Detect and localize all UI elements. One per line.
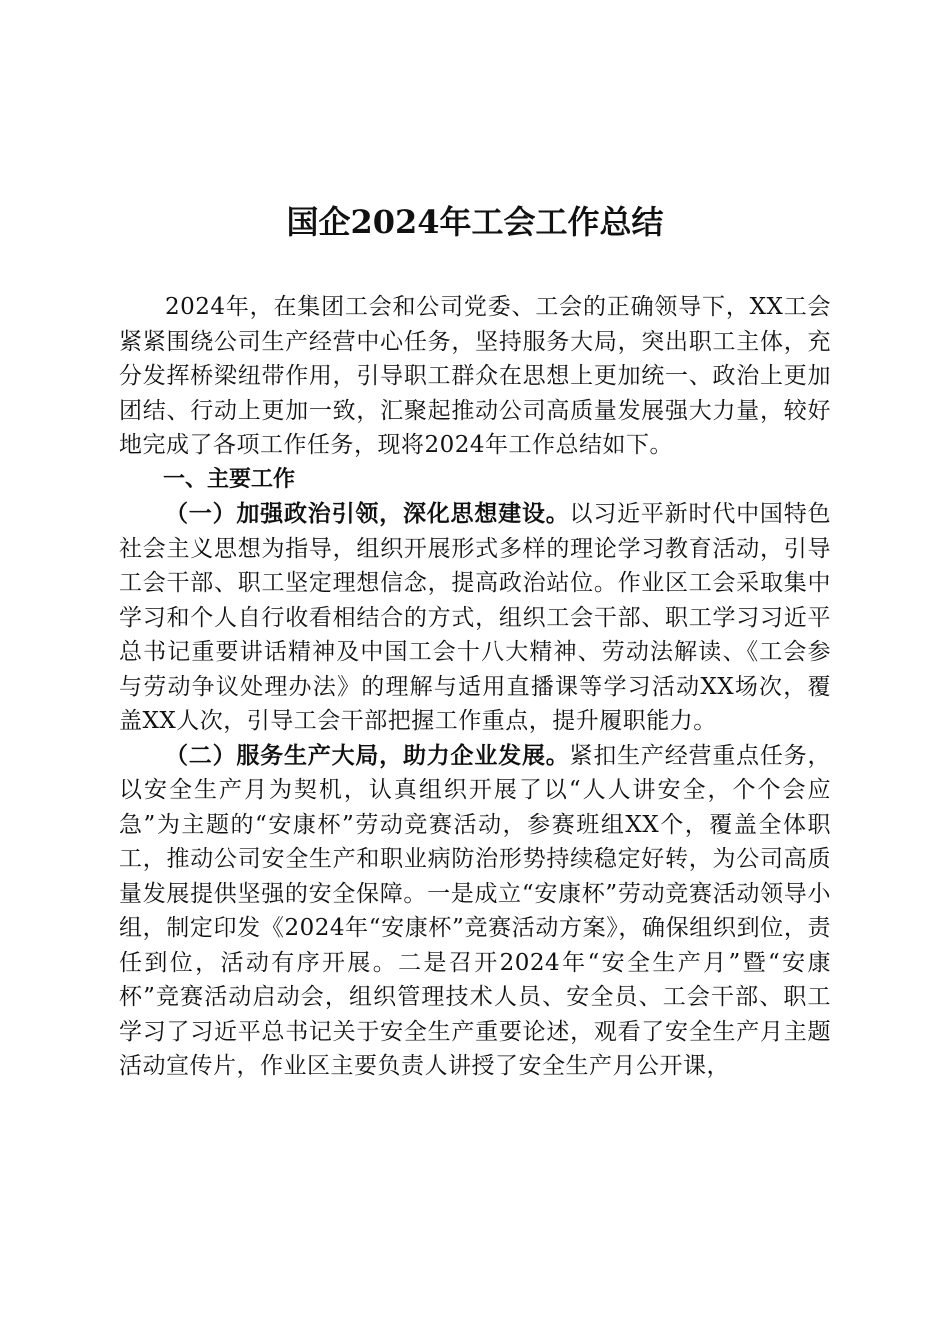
item-lead-2: （二）服务生产大局，助力企业发展。 — [165, 741, 570, 769]
section-heading-main-work: 一、主要工作 — [163, 466, 296, 492]
document-title: 国企2024年工会工作总结 — [286, 203, 664, 241]
item-paragraph-1 — [119, 497, 831, 739]
document-body — [119, 290, 831, 1084]
item-text-2: 紧扣生产经营重点任务，以安全生产月为契机，认真组织开展了以“人人讲安全，个个会应急”为主题的“安康杯”劳动竞赛活动，参赛班组XX个，覆盖全体职工，推动公司安全生产和职业病防治形势持续稳定好转，为公司高质量发展提供坚强的安全保障。一是成立“安康杯”劳动竞赛活动领导小组，制定印发《2024年“安康杯”竞赛活动方案》，确保组织到位，责任到位，活动有序开展。二是召开2024年“安全生产月”暨“安康杯”竞赛活动启动会，组织管理技术人员、安全员、工会干部、职工学习了习近平总书记关于安全生产重要论述，观看了安全生产月主题活动宣传片，作业区主要负责人讲授了安全生产月公开课， — [119, 742, 832, 1079]
item-text-1: 以习近平新时代中国特色社会主义思想为指导，组织开展形式多样的理论学习教育活动，引导工会干部、职工坚定理想信念，提高政治站位。作业区工会采取集中学习和个人自行收看相结合的方式，组织工会干部、职工学习习近平总书记重要讲话精神及中国工会十八大精神、劳动法解读、《工会参与劳动争议处理办法》的理解与适用直播课等学习活动XX场次，覆盖XX人次，引导工会干部把握工作重点，提升履职能力。 — [119, 501, 832, 734]
item-paragraph-2 — [119, 739, 831, 1084]
item-lead-1: （一）加强政治引领，深化思想建设。 — [165, 500, 570, 527]
intro-paragraph: 2024年，在集团工会和公司党委、工会的正确领导下，XX工会紧紧围绕公司生产经营中心任务，坚持服务大局，突出职工主体，充分发挥桥梁纽带作用，引导职工群众在思想上更加统一、政治上更加团结、行动上更加一致，汇聚起推动公司高质量发展强大力量，较好地完成了各项工作任务，现将2024年工作总结如下。 — [119, 294, 831, 458]
